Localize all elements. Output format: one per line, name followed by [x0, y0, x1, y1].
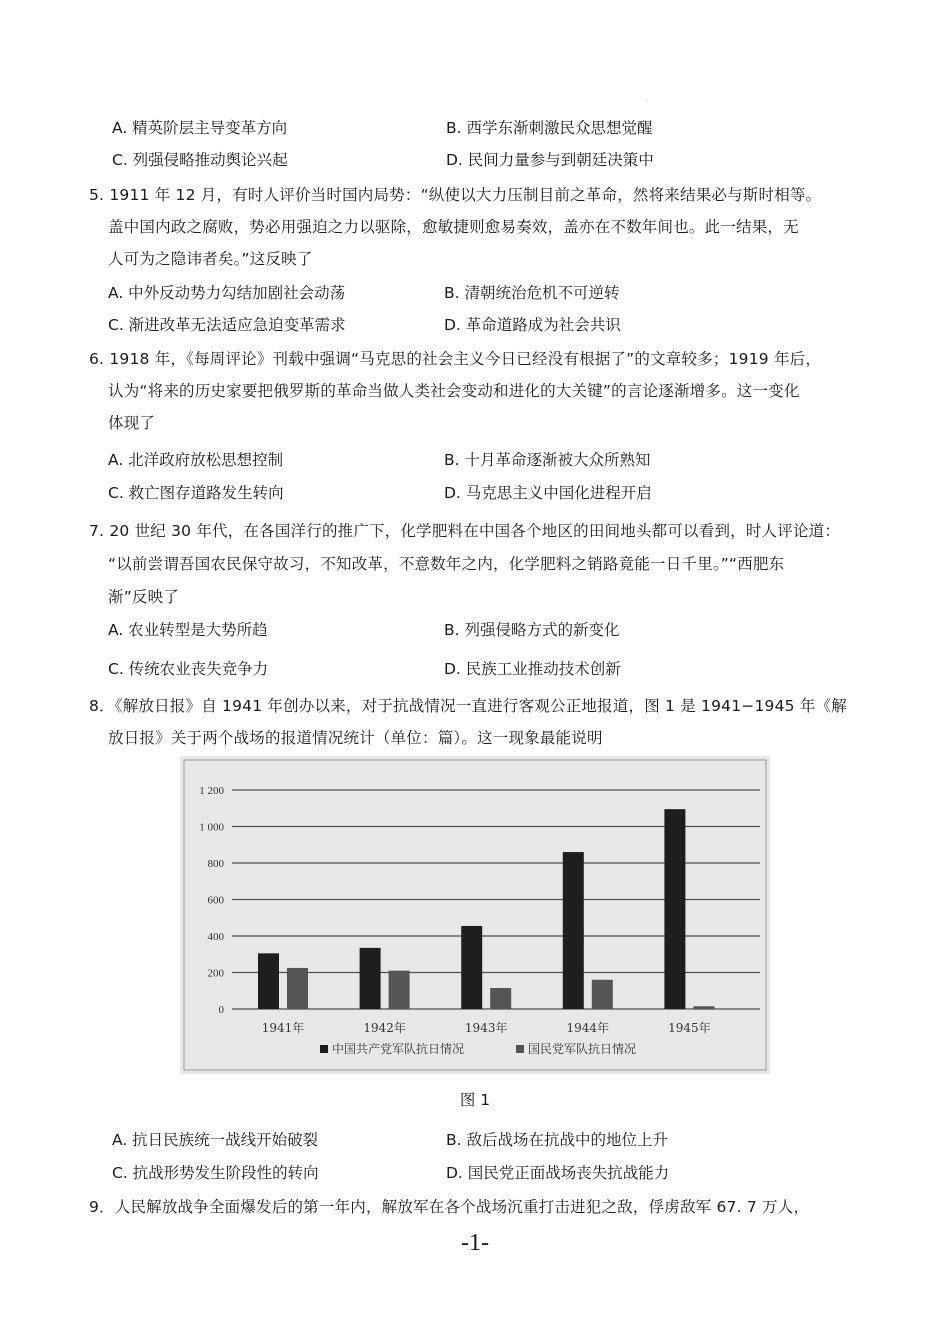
chart-svg [180, 756, 770, 1074]
stray-dot: · [646, 98, 648, 105]
q7-option-d[interactable]: D. 民族工业推动技术创新 [444, 660, 621, 678]
q7-stem-line-3: 渐”反映了 [108, 588, 180, 606]
q4-option-b[interactable]: B. 西学东渐刺激民众思想觉醒 [446, 119, 653, 137]
q8-option-c[interactable]: C. 抗战形势发生阶段性的转向 [112, 1164, 319, 1182]
q7-option-c[interactable]: C. 传统农业丧失竞争力 [108, 660, 269, 678]
q6-option-b[interactable]: B. 十月革命逐渐被大众所熟知 [444, 451, 651, 469]
q7-stem-line-1: 7. 20 世纪 30 年代，在各国洋行的推广下，化学肥料在中国各个地区的田间地头都可以看到，时人评论道： [89, 522, 841, 540]
q7-option-a[interactable]: A. 农业转型是大势所趋 [108, 621, 268, 639]
q6-stem-line-1: 6. 1918 年，《每周评论》刊载中强调“马克思的社会主义今日已经没有根据了”的文章较多；1919 年后， [89, 350, 822, 368]
figure-caption: 图 1 [459, 1091, 491, 1109]
y-tick-label: 800 [207, 858, 224, 870]
bar [563, 852, 584, 1009]
page-number: -1- [461, 1230, 489, 1256]
bar [287, 968, 308, 1009]
q5-option-d[interactable]: D. 革命道路成为社会共识 [444, 316, 621, 334]
q4-option-c[interactable]: C. 列强侵略推动舆论兴起 [112, 151, 288, 169]
x-tick-label: 1943年 [464, 1021, 508, 1035]
bar [461, 926, 482, 1009]
legend-swatch [320, 1045, 328, 1053]
x-tick-label: 1945年 [668, 1021, 711, 1035]
q4-option-d[interactable]: D. 民间力量参与到朝廷决策中 [446, 151, 654, 169]
x-tick-label: 1942年 [363, 1021, 406, 1035]
q8-stem-line-2: 放日报》关于两个战场的报道情况统计（单位：篇）。这一现象最能说明 [108, 729, 603, 747]
q5-stem-line-3: 人可为之隐讳者矣。”这反映了 [108, 250, 313, 268]
legend-swatch [516, 1045, 524, 1053]
q5-option-c[interactable]: C. 渐进改革无法适应急迫变革需求 [108, 316, 346, 334]
q6-stem-line-2: 认为“将来的历史家要把俄罗斯的革命当做人类社会变动和进化的大关键”的言论逐渐增多。这一变化 [108, 382, 800, 400]
q4-option-a[interactable]: A. 精英阶层主导变革方向 [112, 119, 288, 137]
bar [592, 980, 613, 1009]
q5-option-b[interactable]: B. 清朝统治危机不可逆转 [444, 284, 620, 302]
q6-option-a[interactable]: A. 北洋政府放松思想控制 [108, 451, 284, 469]
q8-stem-line-1: 8．《解放日报》自 1941 年创办以来，对于抗战情况一直进行客观公正地报道，图 1 是 1941−1945 年《解 [89, 697, 847, 715]
y-tick-label: 0 [218, 1004, 224, 1016]
q6-option-c[interactable]: C. 救亡图存道路发生转向 [108, 484, 284, 502]
y-tick-label: 200 [207, 967, 224, 980]
x-tick-label: 1944年 [566, 1021, 610, 1035]
bar [664, 809, 685, 1009]
q5-stem-line-2: 盖中国内政之腐败，势必用强迫之力以驱除，愈敏捷则愈易奏效，盖亦在不数年间也。此一结果，无 [108, 218, 799, 236]
bar [360, 948, 381, 1009]
y-tick-label: 1 000 [199, 821, 224, 834]
y-tick-label: 600 [207, 894, 224, 907]
bar [258, 953, 279, 1009]
bar [389, 971, 410, 1009]
y-tick-label: 1 200 [199, 785, 224, 797]
bar [693, 1006, 714, 1009]
figure-1-bar-chart [180, 756, 770, 1074]
q6-stem-line-3: 体现了 [108, 414, 156, 432]
q5-stem-line-1: 5. 1911 年 12 月，有时人评价当时国内局势：“纵使以大力压制目前之革命，然将来结果必与斯时相等。 [89, 186, 822, 204]
x-tick-label: 1941年 [261, 1021, 305, 1035]
legend-label: 中国共产党军队抗日情况 [332, 1042, 465, 1056]
q8-option-a[interactable]: A. 抗日民族统一战线开始破裂 [112, 1131, 319, 1149]
q7-option-b[interactable]: B. 列强侵略方式的新变化 [444, 621, 620, 639]
q5-option-a[interactable]: A. 中外反动势力勾结加剧社会动荡 [108, 284, 346, 302]
q9-stem-line-1: 9．人民解放战争全面爆发后的第一年内，解放军在各个战场沉重打击进犯之敌，俘虏敌军 67. 7 万人， [89, 1198, 810, 1216]
bar [490, 988, 511, 1009]
q6-option-d[interactable]: D. 马克思主义中国化进程开启 [444, 484, 652, 502]
q8-option-d[interactable]: D. 国民党正面战场丧失抗战能力 [446, 1164, 670, 1182]
q8-option-b[interactable]: B. 敌后战场在抗战中的地位上升 [446, 1131, 668, 1149]
legend-label: 国民党军队抗日情况 [528, 1042, 637, 1056]
y-tick-label: 400 [207, 931, 224, 943]
q7-stem-line-2: “以前尝谓吾国农民保守故习，不知改革，不意数年之内，化学肥料之销路竟能一日千里。”“西肥东 [108, 555, 785, 573]
